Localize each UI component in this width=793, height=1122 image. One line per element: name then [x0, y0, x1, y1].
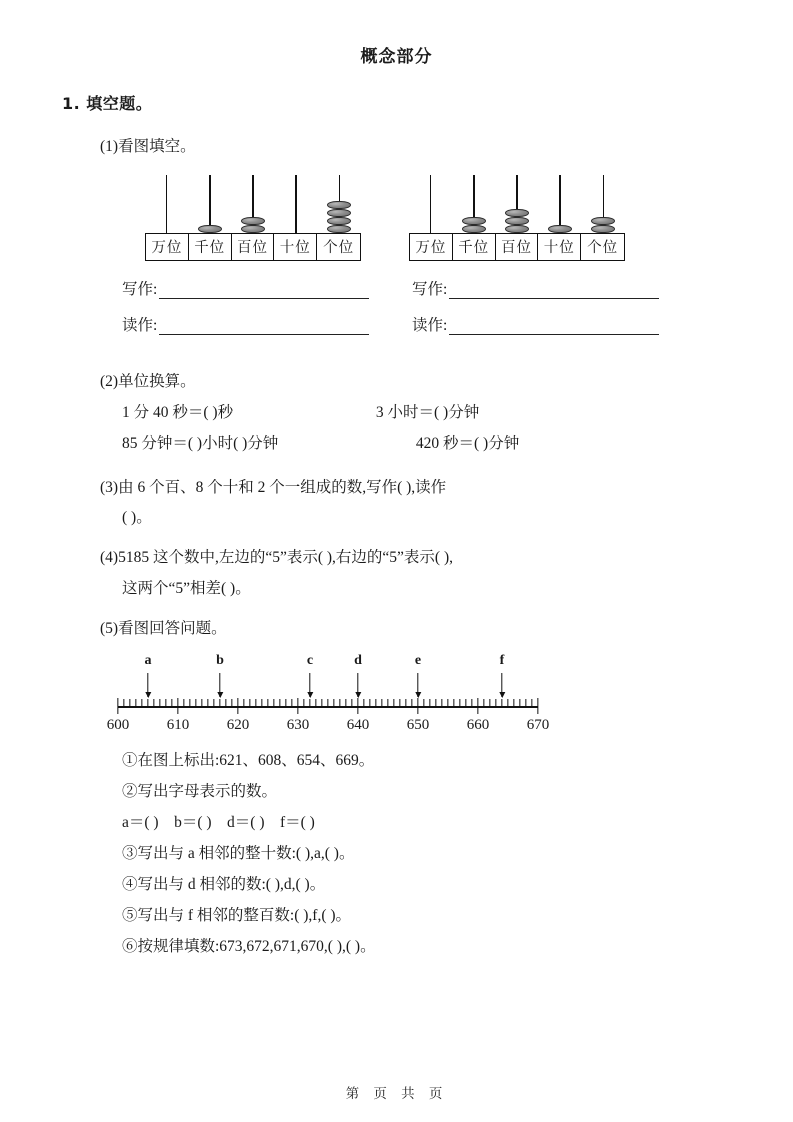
number-line-tick	[327, 699, 328, 707]
abacus-bead-icon	[548, 225, 572, 233]
number-line-tick	[411, 699, 412, 707]
abacus-bead-icon	[505, 209, 529, 217]
number-line-tick	[489, 699, 490, 707]
number-line-tick	[369, 699, 370, 707]
number-line-tick-label-640: 640	[346, 717, 370, 734]
number-line-tick	[525, 699, 526, 707]
number-line-tick	[453, 699, 454, 707]
q5-item-2-answers: a＝( ) b＝( ) d＝( ) f＝( )	[122, 814, 315, 832]
number-line-arrow-icon-a	[147, 673, 148, 697]
abacus-bead-icon	[327, 209, 351, 217]
number-line-tick	[249, 699, 250, 707]
abacus-wire-icon	[166, 175, 168, 233]
question-3-line-2: ( )。	[122, 509, 152, 527]
page-title: 概念部分	[360, 47, 433, 67]
number-line-marker-label-a: a	[144, 653, 152, 669]
number-line-tick-label-630: 630	[286, 717, 310, 734]
number-line-tick	[207, 699, 208, 707]
number-line-tick	[243, 699, 244, 707]
number-line-tick	[303, 699, 304, 707]
abacus-1-rods	[145, 175, 361, 233]
number-line-tick-labels	[106, 717, 550, 741]
page-footer: 第 页 共 页	[345, 1086, 448, 1102]
abacus-rod-个位	[582, 175, 625, 233]
number-line-tick	[225, 699, 226, 707]
number-line-tick	[147, 699, 148, 707]
number-line-arrow-icon-c	[309, 673, 310, 697]
number-line-tick	[135, 699, 136, 707]
number-line-tick	[279, 699, 280, 707]
write-line-2	[412, 277, 702, 299]
question-3-line-1: (3)由 6 个百、8 个十和 2 个一组成的数,写作( ),读作	[100, 478, 447, 496]
abacus-rod-百位	[231, 175, 274, 233]
number-line-tick	[483, 699, 484, 707]
number-line-tick	[423, 699, 424, 707]
q2-line2-left: 85 分钟＝( )小时( )分钟	[122, 434, 279, 452]
number-line-arrow-icon-b	[219, 673, 220, 697]
write-read-col-1	[122, 277, 412, 349]
abacus-wire-icon	[430, 175, 432, 233]
number-line-tick-label-650: 650	[406, 717, 430, 734]
number-line-tick	[309, 699, 310, 707]
question-4-line-1: (4)5185 这个数中,左边的“5”表示( ),右边的“5”表示( ),	[100, 549, 453, 567]
write-input-1[interactable]	[159, 284, 369, 299]
number-line-marker-label-f: f	[499, 653, 505, 669]
write-read-col-2	[412, 277, 702, 349]
number-line-tick	[315, 699, 316, 707]
number-line-tick	[297, 698, 298, 714]
number-line-tick	[435, 699, 436, 707]
place-value-cell-千位: 千位	[453, 234, 496, 260]
number-line-tick	[273, 699, 274, 707]
number-line-tick	[441, 699, 442, 707]
number-line-tick	[183, 699, 184, 707]
number-line-marker-label-d: d	[354, 653, 362, 669]
number-line-tick-label-660: 660	[466, 717, 490, 734]
section-heading	[62, 91, 793, 114]
number-line-tick	[177, 698, 178, 714]
number-line-tick	[351, 699, 352, 707]
number-line-tick	[237, 698, 238, 714]
abacus-bead-icon	[462, 225, 486, 233]
write-read-fields	[0, 277, 793, 349]
q2-line1-right: 3 小时＝( )分钟	[375, 403, 480, 421]
number-line-marker-label-e: e	[414, 653, 422, 669]
number-line-arrow-icon-f	[501, 673, 502, 697]
abacus-bead-icon	[327, 225, 351, 233]
number-line-tick	[345, 699, 346, 707]
number-line-tick	[165, 699, 166, 707]
q5-item-2: ②写出字母表示的数。	[122, 783, 278, 801]
write-label-1: 写作:	[122, 281, 158, 299]
read-input-1[interactable]	[159, 320, 369, 335]
abacus-wire-icon	[295, 175, 297, 233]
number-line-axis	[118, 697, 538, 717]
abacus-bead-icon	[591, 217, 615, 225]
q2-line1-left: 1 分 40 秒＝( )秒	[122, 403, 234, 421]
number-line-tick	[261, 699, 262, 707]
number-line-tick	[291, 699, 292, 707]
read-line-1	[122, 313, 412, 335]
number-line-marker-label-b: b	[216, 653, 224, 669]
number-line-tick	[537, 698, 538, 714]
abacus-rod-个位	[318, 175, 361, 233]
place-value-cell-个位: 个位	[587, 240, 619, 257]
number-line-tick	[189, 699, 190, 707]
number-line-arrow-icon-e	[417, 673, 418, 697]
number-line-arrows	[118, 673, 538, 697]
number-line-arrow-icon-d	[357, 673, 358, 697]
q5-item-1: ①在图上标出:621、608、654、669。	[122, 752, 375, 770]
number-line-tick-label-670: 670	[526, 717, 550, 734]
number-line-tick	[519, 699, 520, 707]
abacus-bead-icon	[241, 217, 265, 225]
read-label-2: 读作:	[412, 317, 448, 335]
abacus-rod-十位	[539, 175, 582, 233]
abacus-bead-stack	[505, 209, 529, 233]
section-number: 1.	[62, 94, 81, 113]
question-5-label: (5)看图回答问题。	[100, 619, 227, 637]
abacus-bead-stack	[327, 201, 351, 233]
write-label-2: 写作:	[412, 281, 448, 299]
read-label-1: 读作:	[122, 317, 158, 335]
abacus-rod-千位	[452, 175, 495, 233]
write-line-1	[122, 277, 412, 299]
number-line-tick	[267, 699, 268, 707]
abacus-rod-千位	[188, 175, 231, 233]
number-line-tick	[129, 699, 130, 707]
abacus-1	[145, 175, 361, 261]
abacus-rod-十位	[275, 175, 318, 233]
read-input-2[interactable]	[449, 320, 659, 335]
abacus-group	[0, 175, 793, 261]
number-line-tick	[231, 699, 232, 707]
number-line-tick	[399, 699, 400, 707]
number-line-tick	[339, 699, 340, 707]
number-line-tick	[429, 699, 430, 707]
abacus-bead-icon	[591, 225, 615, 233]
place-value-cell-万位: 万位	[146, 234, 189, 260]
number-line-tick	[153, 699, 154, 707]
number-line-diagram	[106, 653, 550, 741]
number-line-tick	[405, 699, 406, 707]
number-line-tick	[195, 699, 196, 707]
abacus-bead-stack	[548, 225, 572, 233]
place-value-cell-百位: 百位	[496, 234, 539, 260]
number-line-tick	[513, 699, 514, 707]
number-line-tick	[495, 699, 496, 707]
number-line-tick	[321, 699, 322, 707]
abacus-rod-万位	[409, 175, 452, 233]
number-line-tick	[465, 699, 466, 707]
number-line-tick	[201, 699, 202, 707]
number-line-tick	[363, 699, 364, 707]
abacus-bead-icon	[198, 225, 222, 233]
question-1-label: (1)看图填空。	[100, 138, 196, 155]
number-line-marker-label-c: c	[306, 653, 314, 669]
number-line-letters	[118, 653, 538, 673]
question-2-row-2	[122, 428, 793, 459]
number-line-tick-label-600: 600	[106, 717, 130, 734]
number-line-tick	[159, 699, 160, 707]
number-line-tick	[471, 699, 472, 707]
abacus-rod-万位	[145, 175, 188, 233]
q5-item-3: ③写出与 a 相邻的整十数:( ),a,( )。	[122, 845, 355, 863]
number-line-tick	[387, 699, 388, 707]
number-line-tick	[417, 698, 418, 714]
place-value-cell-万位: 万位	[410, 234, 453, 260]
number-line-tick-label-620: 620	[226, 717, 250, 734]
number-line-tick	[501, 699, 502, 707]
question-2-label: (2)单位换算。	[100, 373, 196, 391]
section-label: 填空题。	[86, 94, 153, 113]
abacus-2-rods	[409, 175, 625, 233]
number-line-tick	[375, 699, 376, 707]
number-line-tick	[393, 699, 394, 707]
abacus-bead-stack	[198, 225, 222, 233]
number-line-tick	[255, 699, 256, 707]
number-line-tick	[507, 699, 508, 707]
abacus-rod-百位	[495, 175, 538, 233]
place-value-cell-千位: 千位	[189, 234, 232, 260]
q5-item-4: ④写出与 d 相邻的数:( ),d,( )。	[122, 876, 326, 894]
question-2-row-1	[122, 397, 793, 428]
place-value-cell-十位: 十位	[538, 234, 581, 260]
number-line-tick-label-610: 610	[166, 717, 190, 734]
question-4-line-2: 这两个“5”相差( )。	[122, 579, 251, 597]
q2-line2-right: 420 秒＝( )分钟	[415, 434, 520, 452]
abacus-2	[409, 175, 625, 261]
number-line-tick	[141, 699, 142, 707]
place-value-cell-百位: 百位	[232, 234, 275, 260]
abacus-bead-icon	[327, 201, 351, 209]
write-input-2[interactable]	[449, 284, 659, 299]
number-line-tick	[117, 698, 118, 714]
q5-item-6: ⑥按规律填数:673,672,671,670,( ),( )。	[122, 938, 376, 956]
abacus-bead-icon	[505, 225, 529, 233]
number-line-tick	[219, 699, 220, 707]
abacus-bead-icon	[241, 225, 265, 233]
abacus-bead-icon	[327, 217, 351, 225]
abacus-bead-icon	[505, 217, 529, 225]
abacus-2-place-value-table	[409, 233, 625, 261]
place-value-cell-个位: 个位	[323, 240, 355, 257]
number-line-tick	[459, 699, 460, 707]
number-line-tick	[123, 699, 124, 707]
number-line-tick	[531, 699, 532, 707]
number-line-tick	[171, 699, 172, 707]
place-value-cell-十位: 十位	[274, 234, 317, 260]
abacus-1-place-value-table	[145, 233, 361, 261]
number-line-tick	[381, 699, 382, 707]
q5-item-5: ⑤写出与 f 相邻的整百数:( ),f,( )。	[122, 907, 352, 925]
abacus-bead-stack	[241, 217, 265, 233]
number-line-tick	[333, 699, 334, 707]
abacus-bead-stack	[591, 217, 615, 233]
number-line-tick	[357, 698, 358, 714]
read-line-2	[412, 313, 702, 335]
abacus-bead-icon	[462, 217, 486, 225]
number-line-tick	[285, 699, 286, 707]
abacus-bead-stack	[462, 217, 486, 233]
number-line-tick	[447, 699, 448, 707]
number-line-tick	[477, 698, 478, 714]
number-line-tick	[213, 699, 214, 707]
